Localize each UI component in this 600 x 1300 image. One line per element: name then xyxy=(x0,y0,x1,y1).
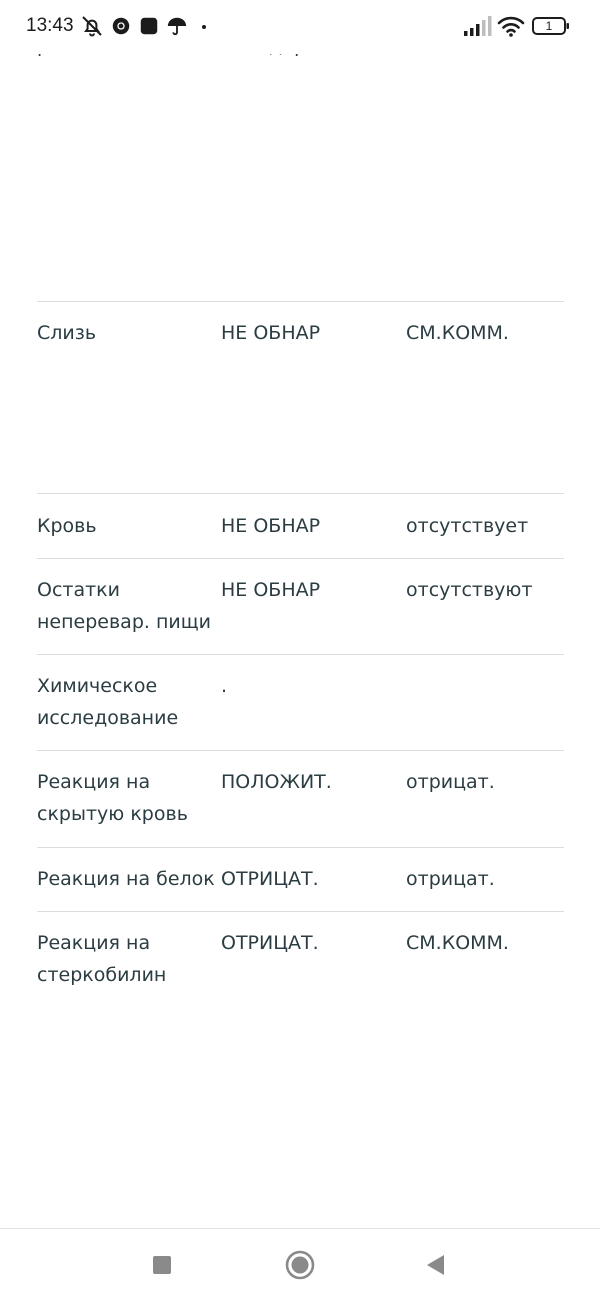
row-name: Кровь xyxy=(37,515,97,537)
table-row xyxy=(37,766,564,848)
table-row xyxy=(37,510,564,559)
chrome-icon xyxy=(110,14,132,38)
row-norm: отрицат. xyxy=(406,868,495,890)
row-norm: СМ.КОММ. xyxy=(406,322,509,344)
row-value: ОТРИЦАТ. xyxy=(221,868,319,890)
navigation-bar xyxy=(0,1228,600,1300)
row-value: НЕ ОБНАР xyxy=(221,579,321,601)
table-row xyxy=(37,317,564,494)
battery-level-label: 1 xyxy=(545,19,553,33)
umbrella-icon xyxy=(166,14,188,38)
row-value: ОТРИЦАТ. xyxy=(221,932,319,954)
dot-icon xyxy=(198,14,210,38)
battery-icon xyxy=(532,17,564,35)
row-value: НЕ ОБНАР xyxy=(221,515,321,537)
recents-square-icon[interactable] xyxy=(144,1247,180,1283)
row-norm: отсутствуют xyxy=(406,579,533,601)
home-circle-icon[interactable] xyxy=(282,1247,318,1283)
row-value: НЕ ОБНАР xyxy=(221,322,321,344)
table-row xyxy=(37,30,564,302)
signal-icon xyxy=(462,14,492,38)
status-time: 13:43 xyxy=(26,15,74,36)
row-name: Реакция на стеркобилин xyxy=(37,932,167,986)
table-row xyxy=(37,670,564,751)
row-value: . xyxy=(221,675,228,697)
table-row xyxy=(37,927,564,1007)
row-norm: отсутствует xyxy=(406,515,529,537)
row-norm: отрицат. xyxy=(406,771,495,793)
back-triangle-icon[interactable] xyxy=(418,1247,454,1283)
row-name: Слизь xyxy=(37,322,97,344)
row-name: Химическое исследование xyxy=(37,675,179,729)
app-square-icon xyxy=(138,14,160,38)
row-value: ПОЛОЖИТ. xyxy=(221,771,332,793)
wifi-icon xyxy=(497,14,525,38)
row-name: Реакция на скрытую кровь xyxy=(37,771,188,825)
row-name: Реакция на белок xyxy=(37,868,215,890)
status-bar xyxy=(0,0,600,54)
table-row xyxy=(37,863,564,912)
row-norm: СМ.КОММ. xyxy=(406,932,509,954)
muted-bell-icon xyxy=(80,14,104,38)
row-name: Остатки неперевар. пищи xyxy=(37,579,211,633)
table-row xyxy=(37,574,564,655)
